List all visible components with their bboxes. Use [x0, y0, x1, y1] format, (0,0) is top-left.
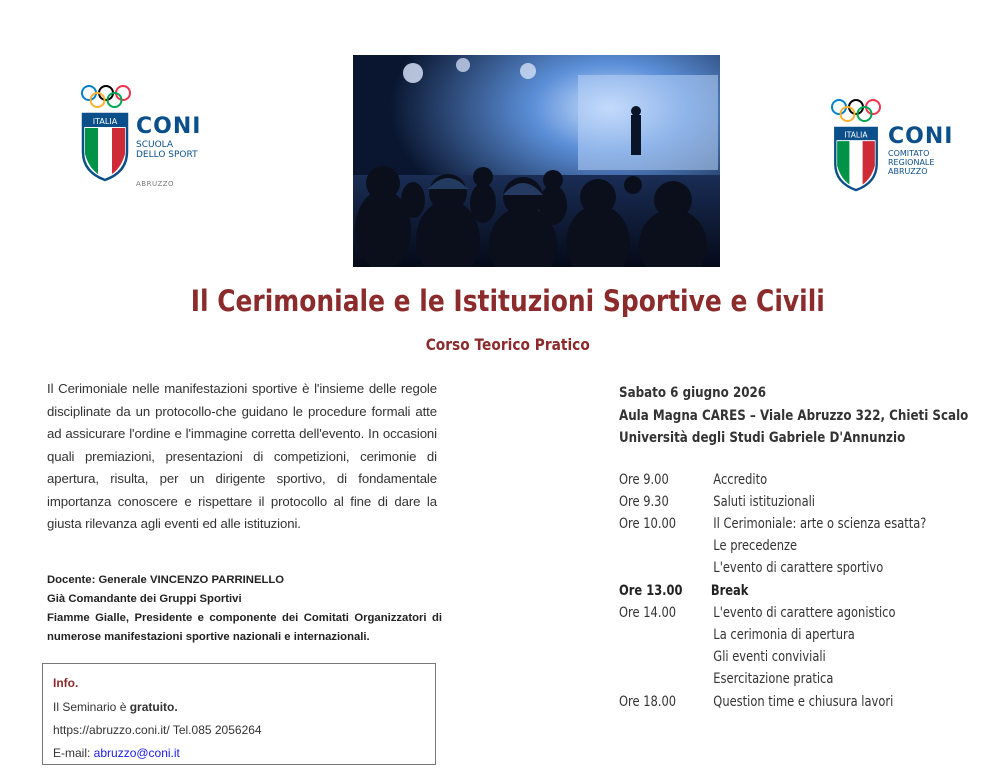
shield-text: ITALIA [844, 130, 868, 140]
shield-text: ITALIA [92, 117, 118, 126]
coni-region: ABRUZZO [136, 180, 175, 188]
italia-shield-icon [81, 112, 129, 182]
docente-name: Docente: Generale VINCENZO PARRINELLO [47, 574, 285, 586]
docente-role: Già Comandante dei Gruppi Sportivi [47, 593, 242, 605]
info-box [42, 663, 436, 765]
coni-wordmark: CONI [136, 114, 202, 139]
info-title: Info. [53, 676, 79, 690]
audience-illustration [353, 55, 720, 267]
info-email: E-mail: abruzzo@coni.it [53, 746, 180, 760]
coni-scuola-logo [80, 84, 220, 194]
docente-info [47, 571, 442, 647]
event-info [619, 382, 968, 450]
olympic-rings-icon [80, 84, 132, 110]
event-university: Università degli Studi Gabriele D'Annunzio [619, 430, 906, 446]
course-description: Il Cerimoniale nelle manifestazioni sportive è l'insieme delle regole disciplinate da un protocollo-che guidano le procedure formali atte ad assicurare l'ordine e l'immagine corretta dell'evento. In occasioni quali premiazioni, presentazioni di competizioni, cerimonie di apertura, risulta, per un dirigente sportivo, di fondamentale importanza conoscere e rispettare il protocollo al fine di dare la giusta rilevanza agli eventi ed alle istituzioni. [47, 381, 437, 531]
event-venue: Aula Magna CARES – Viale Abruzzo 322, Chieti Scalo [619, 407, 969, 424]
docente-details: Fiamme Gialle, Presidente e componente dei Comitati Organizzatori di numerose manifestazioni sportive nazionali e internazionali. [47, 612, 442, 643]
olympic-rings-icon [830, 98, 882, 124]
italia-shield-icon [832, 126, 880, 192]
coni-abruzzo-logo [830, 98, 970, 198]
info-contact: https://abruzzo.coni.it/ Tel.085 2056264 [53, 723, 262, 737]
conference-audience-photo [353, 55, 720, 267]
email-link[interactable]: abruzzo@coni.it [93, 746, 180, 760]
coni-subtitle: COMITATO REGIONALE ABRUZZO [888, 149, 935, 176]
event-date: Sabato 6 giugno 2026 [619, 385, 767, 401]
coni-wordmark: CONI [888, 124, 954, 149]
coni-subtitle: SCUOLA DELLO SPORT [136, 140, 198, 160]
info-free: Il Seminario è gratuito. [53, 700, 178, 714]
page-title: Il Cerimoniale e le Istituzioni Sportive e Civili [190, 284, 825, 318]
page-subtitle: Corso Teorico Pratico [425, 335, 590, 354]
